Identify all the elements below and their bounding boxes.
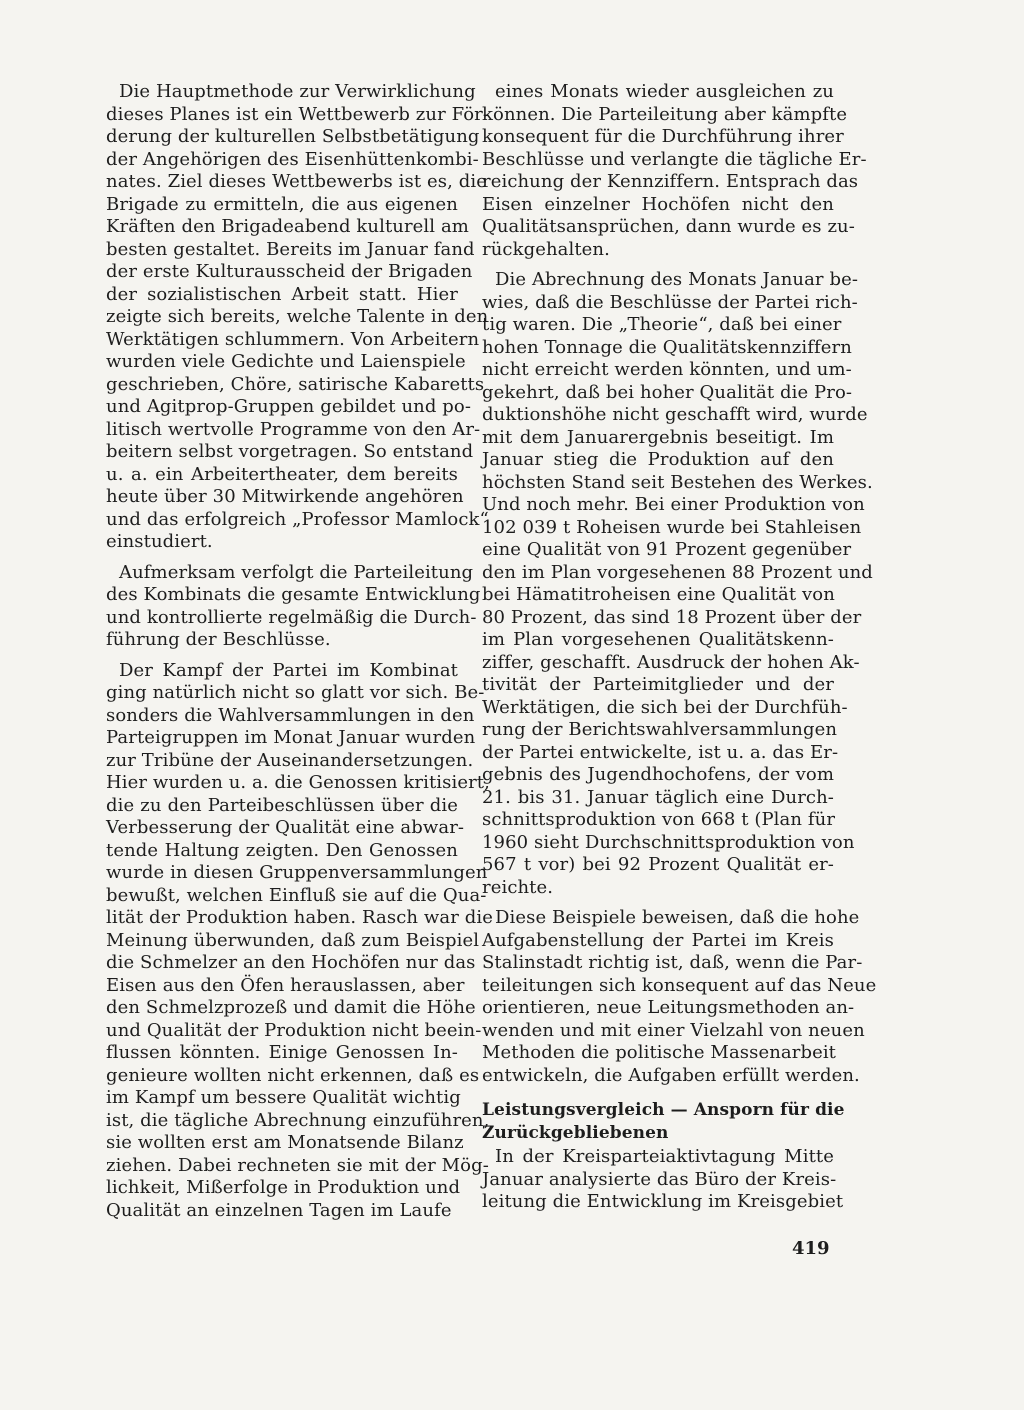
text-line: Aufgabenstellung der Partei im Kreis xyxy=(482,929,834,951)
text-line: und das erfolgreich „Professor Mamlock“ xyxy=(106,508,489,530)
text-line: wurden viele Gedichte und Laienspiele xyxy=(106,351,466,372)
right-text-column xyxy=(482,81,877,1214)
text-line: Verbesserung der Qualität eine abwar- xyxy=(106,817,465,838)
text-line: Meinung überwunden, daß zum Beispiel xyxy=(106,929,480,951)
text-line: führung der Beschlüsse. xyxy=(106,629,331,650)
text-line: wurde in diesen Gruppenversammlungen xyxy=(106,862,488,883)
text-line: beitern selbst vorgetragen. So entstand xyxy=(106,441,474,462)
text-line: Werktätigen schlummern. Von Arbeitern xyxy=(106,328,480,350)
text-line: einstudiert. xyxy=(106,531,213,552)
text-line: leitung die Entwicklung im Kreisgebiet xyxy=(482,1191,844,1212)
text-line: den im Plan vorgesehenen 88 Prozent und xyxy=(482,561,873,583)
text-line: zeigte sich bereits, welche Talente in den xyxy=(106,306,489,327)
text-line: wies, daß die Beschlüsse der Partei rich- xyxy=(482,291,858,313)
paragraph xyxy=(482,81,867,261)
text-line: reichung der Kennziffern. Entsprach das xyxy=(482,171,859,192)
text-line: gekehrt, daß bei hoher Qualität die Pro- xyxy=(482,381,853,403)
text-line: und Agitprop-Gruppen gebildet und po- xyxy=(106,396,472,417)
text-line: litisch wertvolle Programme von den Ar- xyxy=(106,418,481,440)
page-number: 419 xyxy=(792,1238,830,1259)
paragraph xyxy=(482,1146,844,1214)
text-line: flussen könnten. Einige Genossen In- xyxy=(106,1042,458,1063)
paragraph xyxy=(106,561,481,652)
text-line: wenden und mit einer Vielzahl von neuen xyxy=(482,1019,865,1041)
text-line: ging natürlich nicht so glatt vor sich. Be- xyxy=(106,682,485,703)
text-line: im Plan vorgesehenen Qualitätskenn- xyxy=(482,629,834,650)
left-text-column xyxy=(106,81,494,1222)
paragraph xyxy=(482,269,873,899)
text-line: lität der Produktion haben. Rasch war die xyxy=(106,907,494,928)
text-line: ziffer, geschafft. Ausdruck der hohen Ak- xyxy=(482,651,860,673)
text-line: Eisen aus den Öfen herauslassen, aber xyxy=(106,974,465,996)
text-line: bewußt, welchen Einfluß sie auf die Qua- xyxy=(106,884,487,906)
text-line: Die Hauptmethode zur Verwirklichung xyxy=(119,81,476,102)
text-line: tende Haltung zeigten. Den Genossen xyxy=(106,839,458,861)
text-line: Und noch mehr. Bei einer Produktion von xyxy=(482,494,865,515)
text-line: nates. Ziel dieses Wettbewerbs ist es, die xyxy=(106,171,487,192)
text-line: Methoden die politische Massenarbeit xyxy=(482,1042,837,1063)
text-line: Aufmerksam verfolgt die Parteileitung xyxy=(119,561,474,583)
text-line: Qualität an einzelnen Tagen im Laufe xyxy=(106,1199,452,1221)
text-line: 102 039 t Roheisen wurde bei Stahleisen xyxy=(482,516,862,538)
text-line: Januar stieg die Produktion auf den xyxy=(482,449,834,470)
text-line: der erste Kulturausscheid der Brigaden xyxy=(106,261,473,282)
text-line: im Kampf um bessere Qualität wichtig xyxy=(106,1087,461,1108)
text-line: reichte. xyxy=(482,876,554,898)
text-line: eine Qualität von 91 Prozent gegenüber xyxy=(482,539,852,560)
text-line: Parteigruppen im Monat Januar wurden xyxy=(106,727,476,748)
text-line: entwickeln, die Aufgaben erfüllt werden. xyxy=(482,1064,860,1086)
text-line: 567 t vor) bei 92 Prozent Qualität er- xyxy=(482,854,834,875)
text-line: sie wollten erst am Monatsende Bilanz xyxy=(106,1132,464,1153)
text-line: können. Die Parteileitung aber kämpfte xyxy=(482,103,848,125)
text-line: tivität der Parteimitglieder und der xyxy=(482,674,834,695)
text-line: Diese Beispiele beweisen, daß die hohe xyxy=(495,907,860,928)
section-heading xyxy=(482,1099,845,1144)
text-line: Zurückgebliebenen xyxy=(482,1122,669,1143)
paragraph xyxy=(106,81,490,554)
text-line: rung der Berichtswahlversammlungen xyxy=(482,719,838,740)
text-line: ist, die tägliche Abrechnung einzuführen, xyxy=(106,1109,490,1131)
text-line: der Partei entwickelte, ist u. a. das Er- xyxy=(482,741,839,763)
text-line: duktionshöhe nicht geschafft wird, wurde xyxy=(482,404,868,425)
text-line: heute über 30 Mitwirkende angehören xyxy=(106,486,464,507)
text-line: derung der kulturellen Selbstbetätigung xyxy=(106,126,480,147)
text-line: besten gestaltet. Bereits im Januar fand xyxy=(106,238,475,260)
text-line: und kontrollierte regelmäßig die Durch- xyxy=(106,606,477,628)
text-line: die zu den Parteibeschlüssen über die xyxy=(106,794,458,816)
text-line: tig waren. Die „Theorie“, daß bei einer xyxy=(482,314,842,335)
text-line: gebnis des Jugendhochofens, der vom xyxy=(482,764,834,785)
text-line: orientieren, neue Leitungsmethoden an- xyxy=(482,997,855,1018)
text-line: sonders die Wahlversammlungen in den xyxy=(106,704,475,726)
text-line: Leistungsvergleich — Ansporn für die xyxy=(482,1100,845,1120)
text-line: lichkeit, Mißerfolge in Produktion und xyxy=(106,1177,461,1198)
text-line: Werktätigen, die sich bei der Durchfüh- xyxy=(482,696,848,718)
paragraph xyxy=(106,659,494,1223)
text-line: und Qualität der Produktion nicht beein- xyxy=(106,1019,482,1041)
text-line: konsequent für die Durchführung ihrer xyxy=(482,126,844,147)
text-line: Der Kampf der Partei im Kombinat xyxy=(119,659,458,681)
text-line: Beschlüsse und verlangte die tägliche Er- xyxy=(482,148,867,170)
text-line: schnittsproduktion von 668 t (Plan für xyxy=(482,809,836,830)
text-line: Qualitätsansprüchen, dann wurde es zu- xyxy=(482,216,855,237)
text-line: 80 Prozent, das sind 18 Prozent über der xyxy=(482,606,862,628)
text-line: genieure wollten nicht erkennen, daß es xyxy=(106,1064,480,1086)
text-line: ziehen. Dabei rechneten sie mit der Mög- xyxy=(106,1154,489,1176)
text-line: Januar analysierte das Büro der Kreis- xyxy=(482,1168,837,1190)
text-line: 1960 sieht Durchschnittsproduktion von xyxy=(482,831,855,853)
text-line: bei Hämatitroheisen eine Qualität von xyxy=(482,584,835,605)
text-line: hohen Tonnage die Qualitätskennziffern xyxy=(482,336,852,358)
text-line: In der Kreisparteiaktivtagung Mitte xyxy=(495,1146,834,1167)
text-line: Eisen einzelner Hochöfen nicht den xyxy=(482,193,834,215)
text-line: höchsten Stand seit Bestehen des Werkes. xyxy=(482,471,873,493)
text-line: der Angehörigen des Eisenhüttenkombi- xyxy=(106,148,479,170)
text-line: Brigade zu ermitteln, die aus eigenen xyxy=(106,193,458,215)
text-line: geschrieben, Chöre, satirische Kabaretts xyxy=(106,373,485,395)
text-line: des Kombinats die gesamte Entwicklung xyxy=(106,584,481,605)
text-line: teileitungen sich konsequent auf das Neue xyxy=(482,974,877,996)
paragraph xyxy=(482,907,877,1087)
text-line: rückgehalten. xyxy=(482,238,610,260)
text-line: der sozialistischen Arbeit statt. Hier xyxy=(106,283,458,305)
text-line: u. a. ein Arbeitertheater, dem bereits xyxy=(106,463,458,485)
text-line: Hier wurden u. a. die Genossen kritisiert, xyxy=(106,772,490,793)
text-line: die Schmelzer an den Hochöfen nur das xyxy=(106,952,476,973)
text-line: Kräften den Brigadeabend kulturell am xyxy=(106,216,469,237)
text-line: Stalinstadt richtig ist, daß, wenn die Par- xyxy=(482,952,863,973)
text-line: den Schmelzprozeß und damit die Höhe xyxy=(106,997,476,1018)
text-line: zur Tribüne der Auseinandersetzungen. xyxy=(106,749,474,771)
text-line: nicht erreicht werden könnten, und um- xyxy=(482,359,852,380)
text-line: eines Monats wieder ausgleichen zu xyxy=(495,81,834,102)
text-line: 21. bis 31. Januar täglich eine Durch- xyxy=(482,786,834,808)
text-line: mit dem Januarergebnis beseitigt. Im xyxy=(482,426,834,448)
text-line: dieses Planes ist ein Wettbewerb zur För- xyxy=(106,103,490,125)
text-line: Die Abrechnung des Monats Januar be- xyxy=(495,269,859,290)
